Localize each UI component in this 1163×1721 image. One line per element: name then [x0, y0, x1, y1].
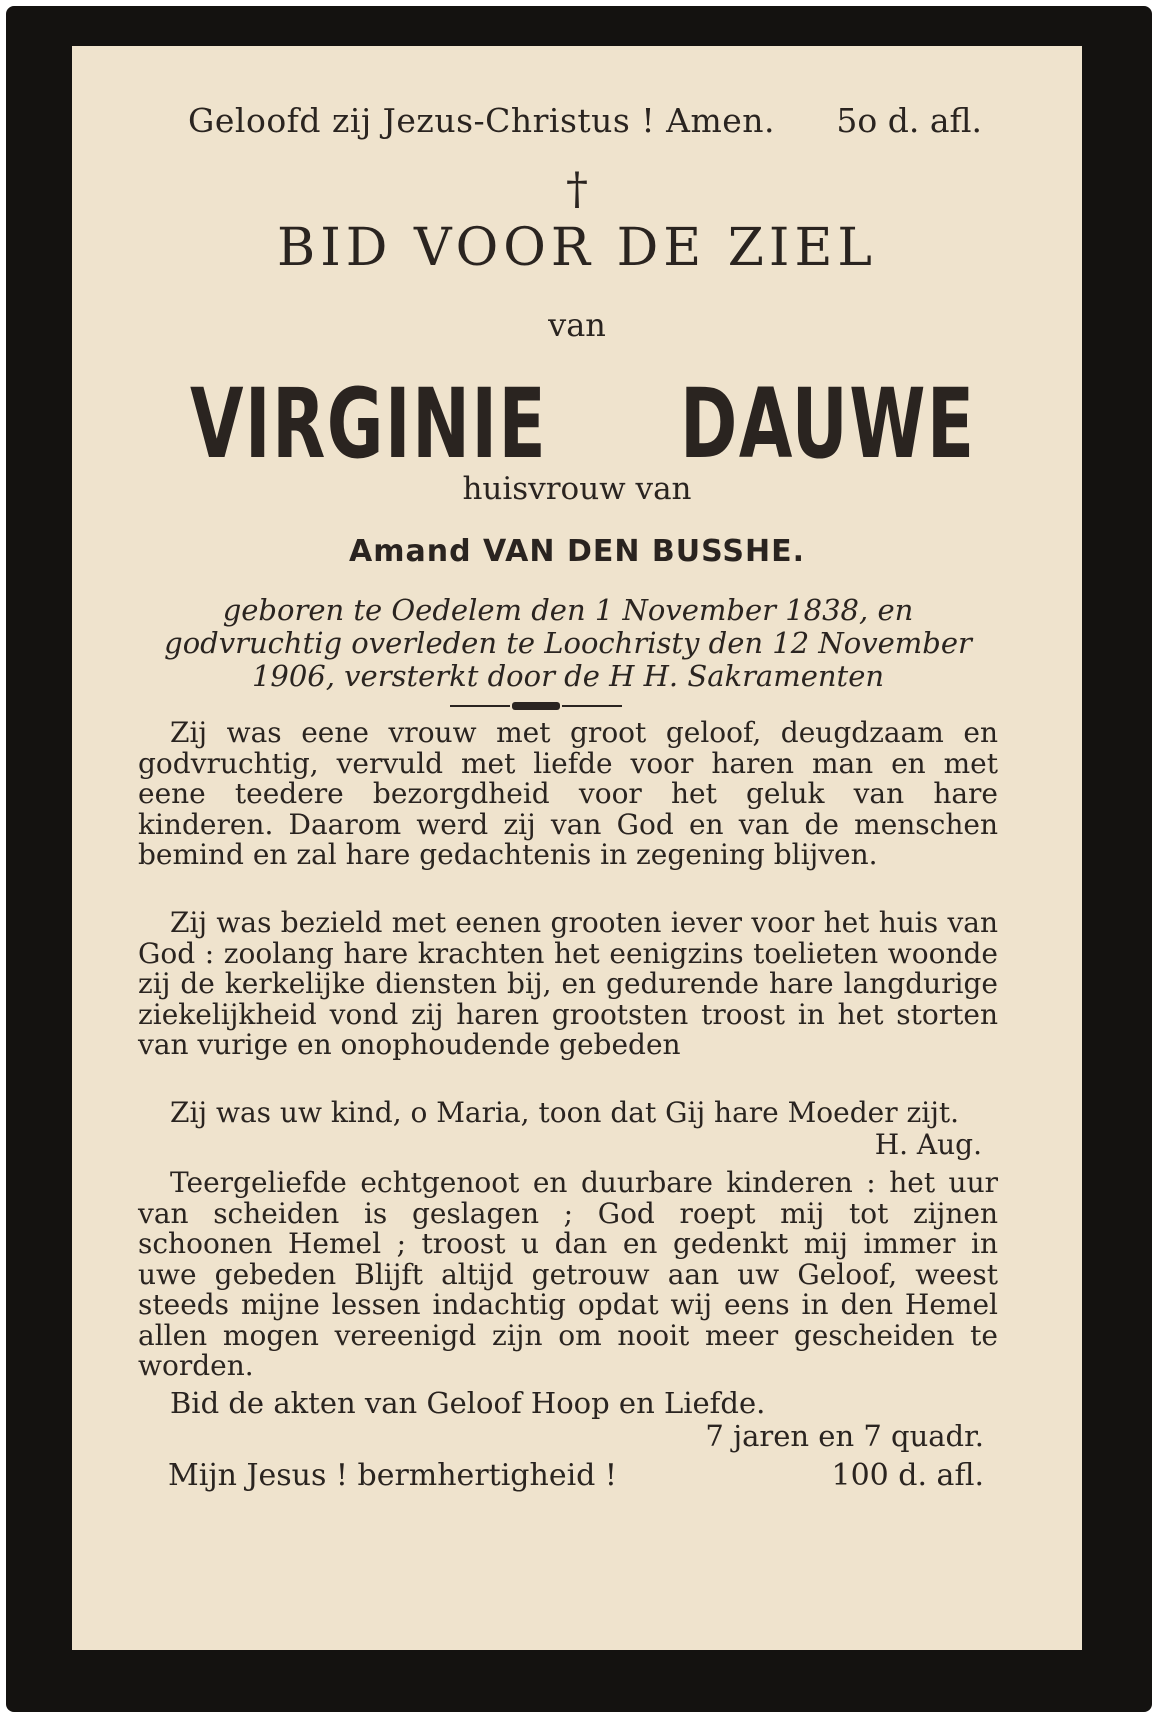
cross-icon: †: [566, 164, 588, 215]
invocation-text: Geloofd zij Jezus-Christus ! Amen.: [188, 101, 776, 140]
deceased-last-name: DAUWE: [680, 368, 976, 480]
relation-text: huisvrouw van: [462, 471, 692, 507]
husband-name: Amand VAN DEN BUSSHE.: [349, 534, 805, 569]
birth-death-text: geboren te Oedelem den 1 November 1838, en godvruchtig overleden te Loochristy den 12 November 1906, versterkt door de H H. Sakramenten: [164, 593, 972, 693]
acts-prayer: Bid de akten van Geloof Hoop en Liefde.: [170, 1386, 766, 1420]
ornamental-divider: [450, 702, 622, 710]
van-text: van: [548, 306, 606, 344]
attribution: H. Aug.: [874, 1128, 982, 1161]
memorial-card: [72, 46, 1082, 1650]
paragraph-2: Zij was bezield met eenen grooten iever voor het huis van God : zoolang hare krachten het eenigzins toelieten woonde zij de kerkelijke diensten bij, en gedurende hare langdurige ziekelijkheid vond zij haren grootsten troost in het storten van vurige en onophoudende gebeden: [138, 906, 998, 1061]
paragraph-4: Teergeliefde echtgenoot en duurbare kinderen : het uur van scheiden is geslagen ; God roept mij tot zijnen schoonen Hemel ; troost u dan en gedenkt mij immer in uwe gebeden Blijft altijd getrouw aan uw Geloof, weest steeds mijne lessen indachtig opdat wij eens in den Hemel allen mogen vereenigd zijn om nooit meer gescheiden te worden.: [138, 1166, 998, 1382]
indulgence-acts: 7 jaren en 7 quadr.: [705, 1419, 984, 1453]
paragraph-3: Zij was uw kind, o Maria, toon dat Gij hare Moeder zijt.: [170, 1096, 960, 1129]
ejaculation-text: Mijn Jesus ! bermhertigheid !: [168, 1458, 617, 1493]
prayer-heading: BID VOOR DE ZIEL: [277, 218, 877, 278]
indulgence-bottom: 100 d. afl.: [831, 1458, 984, 1493]
paragraph-1: Zij was eene vrouw met groot geloof, deugdzaam en godvruchtig, vervuld met liefde voor haren man en met eene teedere bezorgdheid voor het geluk van hare kinderen. Daarom werd zij van God en van de menschen bemind en zal hare gedachtenis in zegening blijven.: [138, 716, 998, 871]
indulgence-top: 5o d. afl.: [836, 101, 982, 140]
deceased-first-name: VIRGINIE: [190, 368, 548, 480]
